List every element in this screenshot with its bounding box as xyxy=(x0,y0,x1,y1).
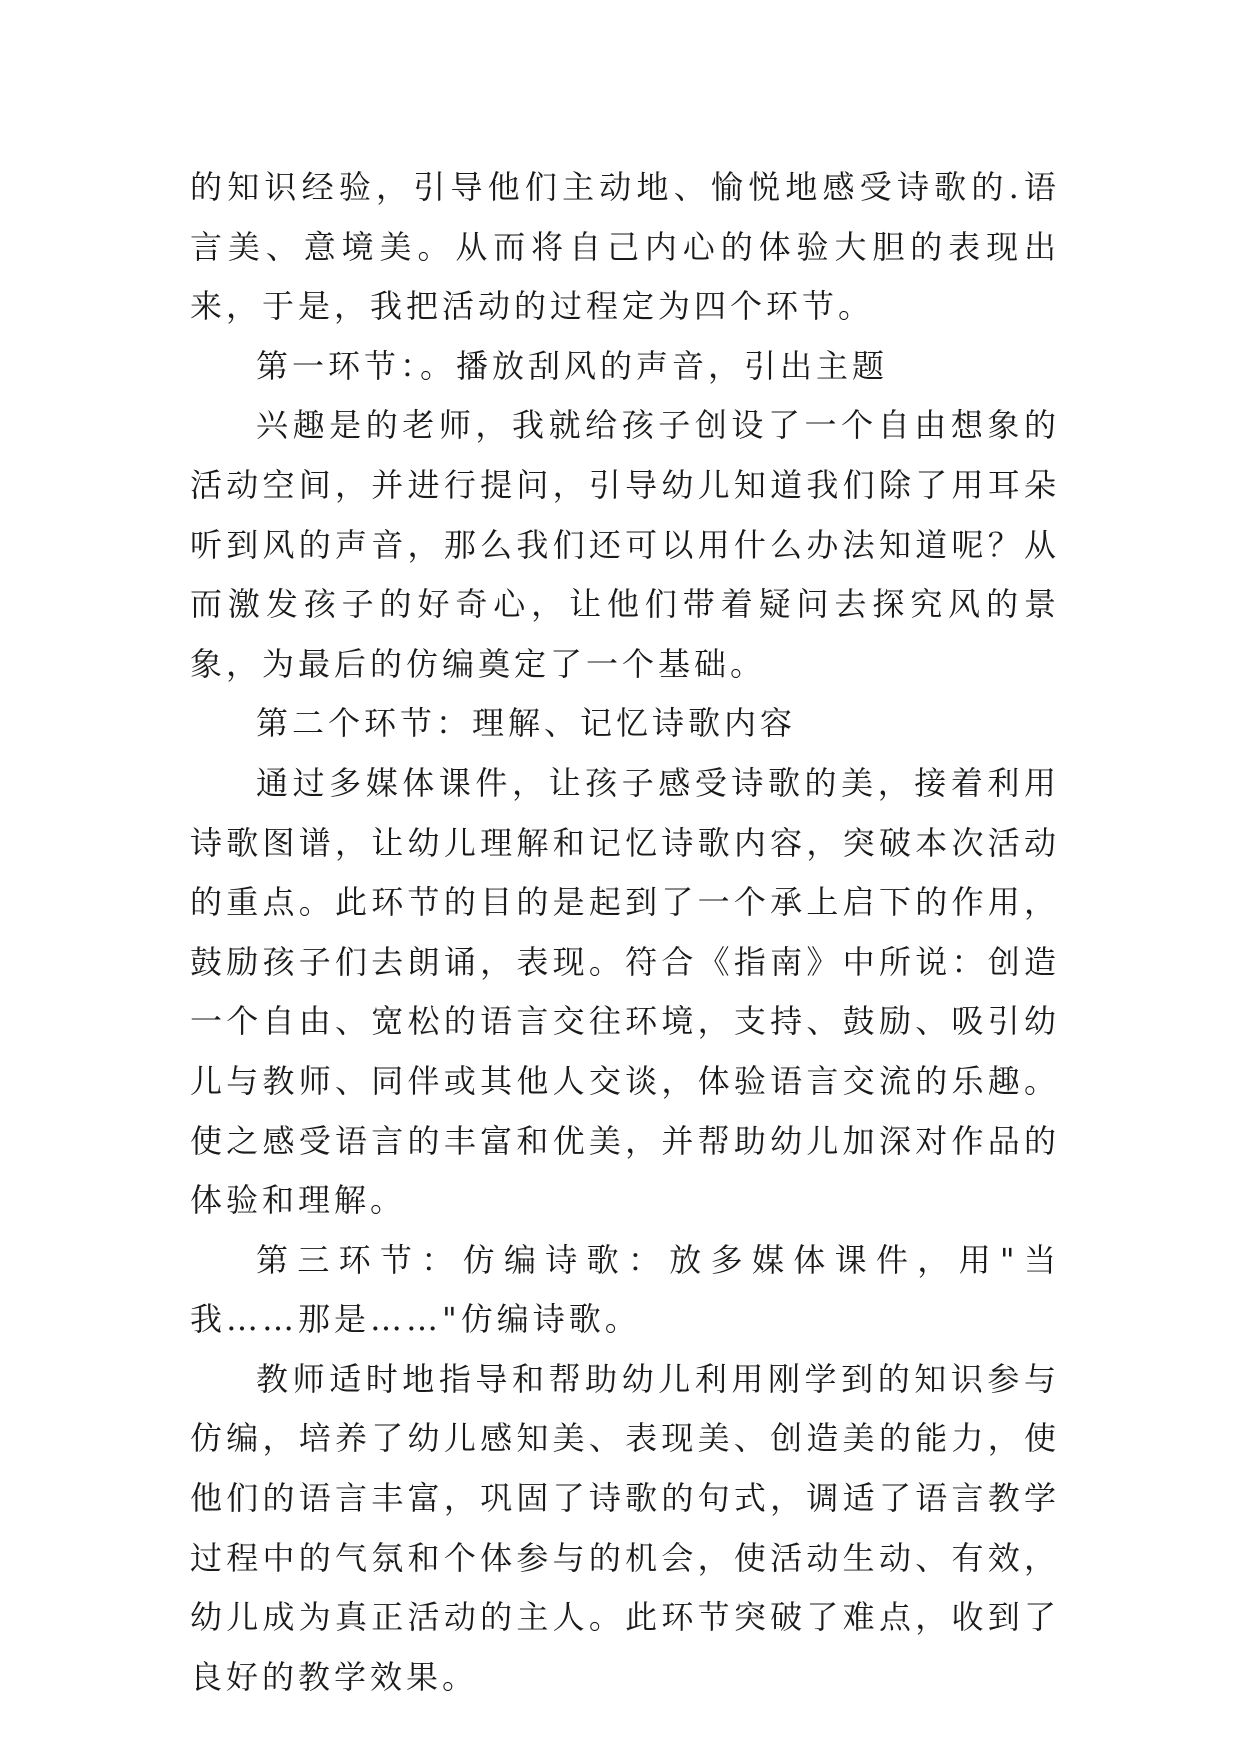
section-heading-step-one: 第一环节：。播放刮风的声音，引出主题 xyxy=(256,346,889,385)
section-heading-step-three: 第三环节：仿编诗歌：放多媒体课件，用"当我……那是……"仿编诗歌。 xyxy=(190,1240,1060,1339)
paragraph-step-one: 兴趣是的老师，我就给孩子创设了一个自由想象的活动空间，并进行提问，引导幼儿知道我们除了用耳朵听到风的声音，那么我们还可以用什么办法知道呢？从而激发孩子的好奇心，让他们带着疑问去探究风的景象，为最后的仿编奠定了一个基础。 xyxy=(190,406,1060,683)
paragraph-step-three: 教师适时地指导和帮助幼儿利用刚学到的知识参与仿编，培养了幼儿感知美、表现美、创造美的能力，使他们的语言丰富，巩固了诗歌的句式，调适了语言教学过程中的气氛和个体参与的机会，使活动生动、有效，幼儿成为真正活动的主人。此环节突破了难点，收到了良好的教学效果。 xyxy=(190,1359,1060,1696)
document-body xyxy=(190,158,1060,1707)
section-heading-step-two: 第二个环节：理解、记忆诗歌内容 xyxy=(256,704,797,743)
paragraph-continuation: 的知识经验，引导他们主动地、愉悦地感受诗歌的.语言美、意境美。从而将自己内心的体验大胆的表现出来，于是，我把活动的过程定为四个环节。 xyxy=(190,168,1060,326)
paragraph-step-two: 通过多媒体课件，让孩子感受诗歌的美，接着利用诗歌图谱，让幼儿理解和记忆诗歌内容，突破本次活动的重点。此环节的目的是起到了一个承上启下的作用，鼓励孩子们去朗诵，表现。符合《指南》中所说：创造一个自由、宽松的语言交往环境，支持、鼓励、吸引幼儿与教师、同伴或其他人交谈，体验语言交流的乐趣。使之感受语言的丰富和优美，并帮助幼儿加深对作品的体验和理解。 xyxy=(190,763,1060,1220)
